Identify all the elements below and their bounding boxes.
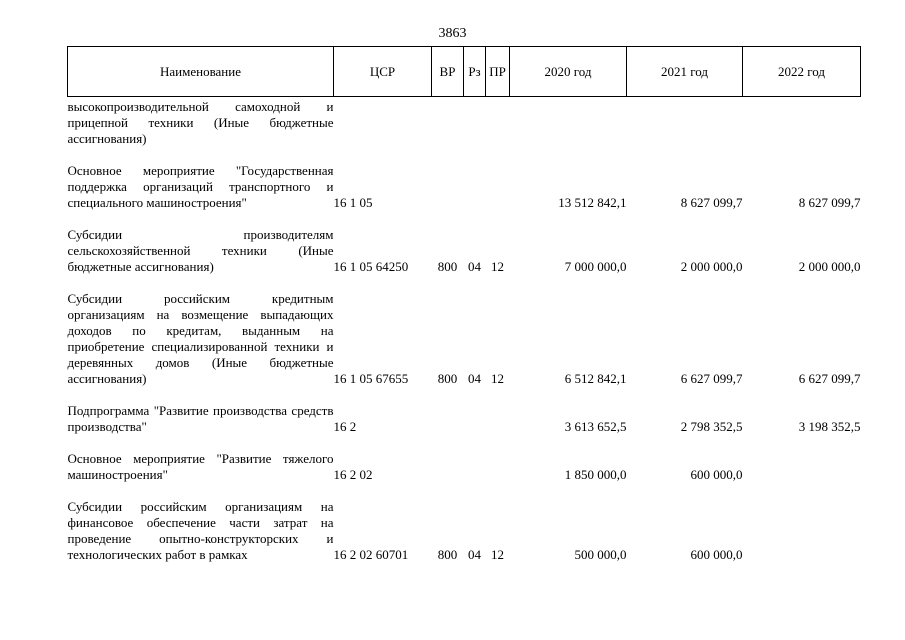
row-2021 <box>627 97 743 164</box>
table-row <box>68 97 861 164</box>
row-csr: 16 1 05 67655 <box>333 371 409 386</box>
row-2020: 1 850 000,0 <box>564 467 627 482</box>
row-pr: 12 <box>491 259 504 274</box>
table-row <box>68 403 861 451</box>
table-row <box>68 227 861 291</box>
row-csr <box>334 97 432 164</box>
row-2022 <box>743 451 861 499</box>
column-header-name: Наименование <box>68 47 334 97</box>
row-csr: 16 1 05 64250 <box>333 259 409 274</box>
row-name: Основное мероприятие "Государственная поддержка организаций транспортного и специального машиностроения" <box>67 163 334 210</box>
row-2022 <box>743 97 861 164</box>
row-2022: 8 627 099,7 <box>798 195 861 210</box>
row-vr <box>432 97 464 164</box>
row-2020 <box>510 97 627 164</box>
row-2020: 13 512 842,1 <box>558 195 627 210</box>
row-2022: 6 627 099,7 <box>798 371 861 386</box>
row-vr <box>432 163 464 227</box>
row-2022: 2 000 000,0 <box>798 259 861 274</box>
row-rz <box>464 451 486 499</box>
column-header-2021: 2021 год <box>627 47 743 97</box>
row-vr: 800 <box>437 371 458 386</box>
row-csr: 16 2 02 60701 <box>333 547 409 562</box>
row-2021: 6 627 099,7 <box>680 371 743 386</box>
row-rz <box>464 403 486 451</box>
row-2022 <box>743 499 861 563</box>
table-header <box>68 47 861 97</box>
row-name: Субсидии российским организациям на финансовое обеспечение части затрат на проведение опытно-конструкторских и технологических работ в рамках <box>67 499 334 562</box>
row-pr <box>486 451 510 499</box>
row-vr: 800 <box>437 547 458 562</box>
page-number: 3863 <box>438 26 467 41</box>
row-rz <box>464 163 486 227</box>
column-header-pr: ПР <box>486 47 510 97</box>
row-rz <box>464 97 486 164</box>
row-2020: 7 000 000,0 <box>564 259 627 274</box>
row-2021: 600 000,0 <box>690 547 743 562</box>
column-header-2020: 2020 год <box>510 47 627 97</box>
row-name: Основное мероприятие "Развитие тяжелого машиностроения" <box>67 451 334 482</box>
row-name: Субсидии производителям сельскохозяйственной техники (Иные бюджетные ассигнования) <box>67 227 334 274</box>
column-header-csr: ЦСР <box>334 47 432 97</box>
column-header-vr: ВР <box>432 47 464 97</box>
row-vr <box>432 403 464 451</box>
row-pr: 12 <box>491 547 504 562</box>
table-row <box>68 163 861 227</box>
column-header-rz: Рз <box>464 47 486 97</box>
row-2020: 500 000,0 <box>574 547 627 562</box>
budget-table <box>67 46 861 563</box>
row-vr <box>432 451 464 499</box>
row-2020: 3 613 652,5 <box>564 419 627 434</box>
row-csr: 16 2 <box>333 419 357 434</box>
row-2021: 8 627 099,7 <box>680 195 743 210</box>
row-pr <box>486 97 510 164</box>
table-row <box>68 499 861 563</box>
row-pr <box>486 403 510 451</box>
table-row <box>68 451 861 499</box>
row-rz: 04 <box>468 259 481 274</box>
row-2020: 6 512 842,1 <box>564 371 627 386</box>
row-2022: 3 198 352,5 <box>798 419 861 434</box>
row-pr <box>486 163 510 227</box>
row-rz: 04 <box>468 547 481 562</box>
row-2021: 2 798 352,5 <box>680 419 743 434</box>
table-body <box>68 97 861 564</box>
row-csr: 16 1 05 <box>333 195 373 210</box>
row-2021: 600 000,0 <box>690 467 743 482</box>
table-row <box>68 291 861 403</box>
row-vr: 800 <box>437 259 458 274</box>
row-2021: 2 000 000,0 <box>680 259 743 274</box>
column-header-2022: 2022 год <box>743 47 861 97</box>
row-rz: 04 <box>468 371 481 386</box>
row-name: Субсидии российским кредитным организациям на возмещение выпадающих доходов по кредитам, выданным на приобретение специализированной техники и деревянных домов (Иные бюджетные ассигнования) <box>67 291 334 386</box>
row-csr: 16 2 02 <box>333 467 373 482</box>
row-name: высокопроизводительной самоходной и прицепной техники (Иные бюджетные ассигнования) <box>67 99 334 146</box>
row-name: Подпрограмма "Развитие производства средств производства" <box>67 403 334 434</box>
row-pr: 12 <box>491 371 504 386</box>
